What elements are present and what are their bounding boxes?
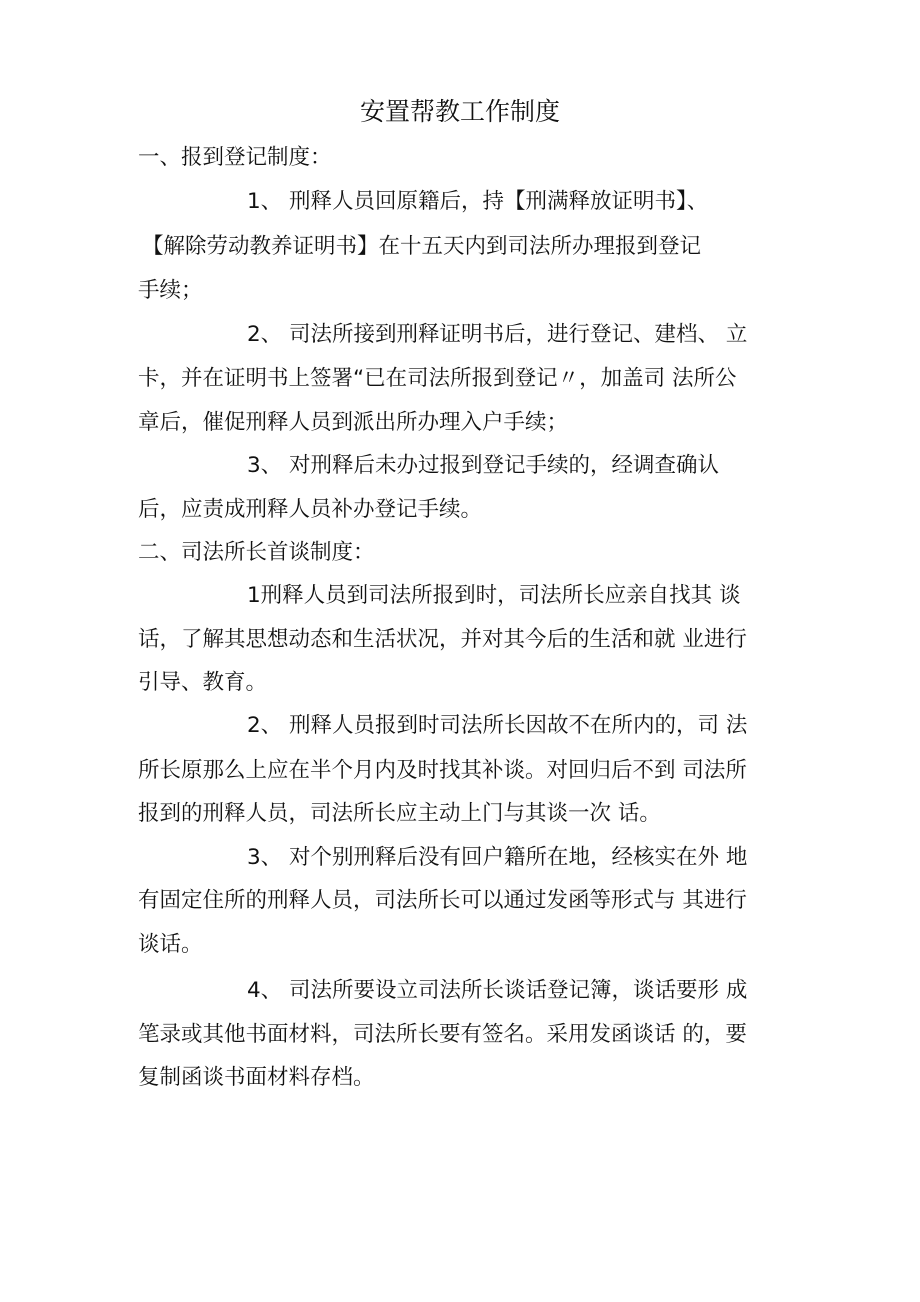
paragraph-line: 有固定住所的刑释人员，司法所长可以通过发函等形式与 其进行 (138, 888, 747, 913)
paragraph-line: 谈话。 (138, 932, 203, 957)
paragraph-line: 笔录或其他书面材料，司法所长要有签名。采用发函谈话 的，要 (138, 1022, 747, 1047)
paragraph-line: 4、 司法所要设立司法所长谈话登记簿，谈话要形 成 (247, 978, 748, 1003)
paragraph-line: 2、 刑释人员报到时司法所长因故不在所内的，司 法 (247, 713, 748, 738)
paragraph-line: 报到的刑释人员，司法所长应主动上门与其谈一次 话。 (138, 801, 661, 826)
section-heading-first-talk: 二、司法所长首谈制度： (138, 540, 375, 565)
paragraph-line: 1、 刑释人员回原籍后，持【刑满释放证明书】、 (247, 189, 709, 214)
paragraph-line: 【解除劳动教养证明书】在十五天内到司法所办理报到登记 (142, 234, 702, 259)
document-title: 安置帮教工作制度 (359, 97, 560, 126)
paragraph-line: 章后，催促刑释人员到派出所办理入户手续； (138, 410, 569, 435)
paragraph-line: 卡，并在证明书上签署“已在司法所报到登记〃，加盖司 法所公 (138, 366, 737, 391)
paragraph-line: 手续； (138, 278, 203, 303)
paragraph-line: 复制函谈书面材料存档。 (138, 1065, 375, 1090)
paragraph-line: 所长原那么上应在半个月内及时找其补谈。对回归后不到 司法所 (138, 758, 747, 783)
paragraph-line: 后，应责成刑释人员补办登记手续。 (138, 497, 483, 522)
section-heading-registration: 一、报到登记制度： (138, 145, 332, 170)
paragraph-line: 3、 对个别刑释后没有回户籍所在地，经核实在外 地 (247, 845, 748, 870)
paragraph-line: 话，了解其思想动态和生活状况，并对其今后的生活和就 业进行 (138, 627, 747, 652)
paragraph-line: 3、 对刑释后未办过报到登记手续的，经调查确认 (247, 453, 720, 478)
paragraph-line: 1刑释人员到司法所报到时，司法所长应亲自找其 谈 (247, 583, 741, 608)
paragraph-line: 2、 司法所接到刑释证明书后，进行登记、建档、 立 (247, 322, 748, 347)
paragraph-line: 引导、教育。 (138, 670, 268, 695)
